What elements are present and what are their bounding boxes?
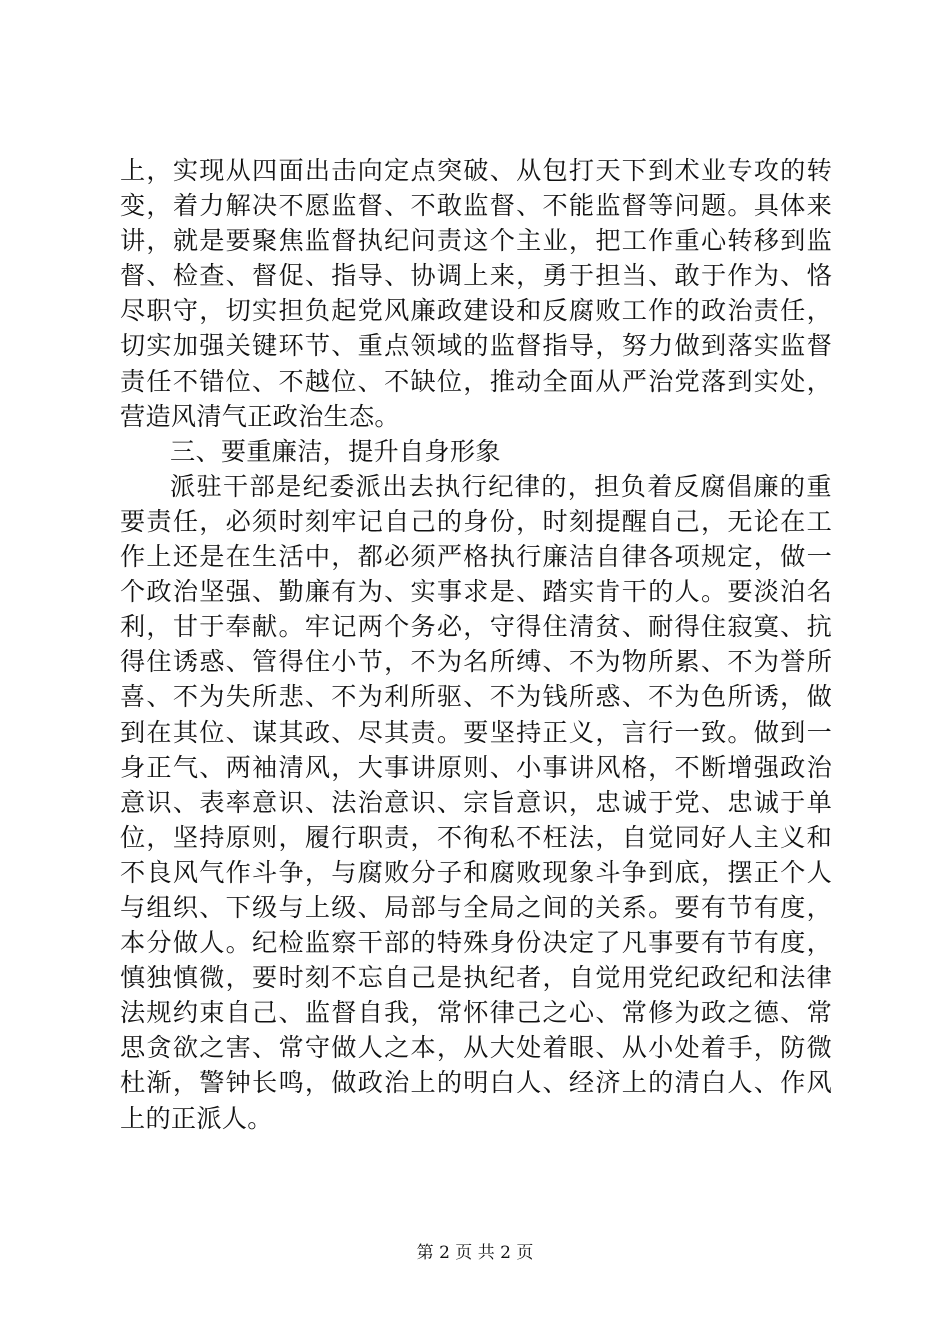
text-line: 利 ， 甘 于 奉 献 。 牢 记 两 个 务 必 ， 守 得 住 清 贫 、 耐 得 住 寂 寞 、 抗	[120, 612, 832, 642]
text-line: 意 识 、 表 率 意 识 、 法 治 意 识 、 宗 旨 意 识 ， 忠 诚 于 党 、 忠 诚 于 单	[120, 787, 832, 817]
text-line: 督 、 检 查 、 督 促 、 指 导 、 协 调 上 来 ， 勇 于 担 当 、 敢 于 作 为 、 恪	[120, 261, 832, 291]
text-line: 得 住 诱 惑 、 管 得 住 小 节 ， 不 为 名 所 缚 、 不 为 物 所 累 、 不 为 誉 所	[120, 647, 832, 677]
page-footer: 第 2 页 共 2 页	[416, 1243, 534, 1263]
text-line: 位 ， 坚 持 原 则 ， 履 行 职 责 ， 不 徇 私 不 枉 法 ， 自 觉 同 好 人 主 义 和	[120, 822, 832, 852]
text-line: 法 规 约 束 自 己 、 监 督 自 我 ， 常 怀 律 己 之 心 、 常 修 为 政 之 德 、 常	[120, 998, 832, 1028]
text-line: 到 在 其 位 、 谋 其 政 、 尽 其 责 。 要 坚 持 正 义 ， 言 行 一 致 。 做 到 一	[120, 717, 832, 747]
paragraph	[120, 469, 832, 1136]
text-line: 与 组 织 、 下 级 与 上 级 、 局 部 与 全 局 之 间 的 关 系 。 要 有 节 有 度 ，	[120, 892, 832, 922]
text-line: 身 正 气 、 两 袖 清 风 ， 大 事 讲 原 则 、 小 事 讲 风 格 ， 不 断 增 强 政 治	[120, 752, 832, 782]
text-line: 变 ， 着 力 解 决 不 愿 监 督 、 不 敢 监 督 、 不 能 监 督 等 问 题 。 具 体 来	[120, 191, 832, 221]
text-line: 要 责 任 ， 必 须 时 刻 牢 记 自 己 的 身 份 ， 时 刻 提 醒 自 己 ， 无 论 在 工	[120, 506, 832, 536]
text-line: 尽 职 守 ， 切 实 担 负 起 党 风 廉 政 建 设 和 反 腐 败 工 作 的 政 治 责 任 ，	[120, 296, 832, 326]
text-line: 本 分 做 人 。 纪 检 监 察 干 部 的 特 殊 身 份 决 定 了 凡 事 要 有 节 有 度 ，	[120, 928, 832, 958]
text-line: 上 ， 实 现 从 四 面 出 击 向 定 点 突 破 、 从 包 打 天 下 到 术 业 专 攻 的 转	[120, 156, 832, 185]
text-line: 三、要重廉洁，提升自身形象	[170, 436, 501, 466]
text-line: 喜 、 不 为 失 所 悲 、 不 为 利 所 驱 、 不 为 钱 所 惑 、 不 为 色 所 诱 ， 做	[120, 682, 832, 712]
text-line: 派 驻 干 部 是 纪 委 派 出 去 执 行 纪 律 的 ， 担 负 着 反 腐 倡 廉 的 重	[170, 471, 832, 501]
text-line: 思 贪 欲 之 害 、 常 守 做 人 之 本 ， 从 大 处 着 眼 、 从 小 处 着 手 ， 防 微	[120, 1033, 832, 1063]
text-line: 慎 独 慎 微 ， 要 时 刻 不 忘 自 己 是 执 纪 者 ， 自 觉 用 党 纪 政 纪 和 法 律	[120, 963, 832, 993]
text-line: 作 上 还 是 在 生 活 中 ， 都 必 须 严 格 执 行 廉 洁 自 律 各 项 规 定 ， 做 一	[120, 542, 832, 572]
document-body	[120, 153, 832, 1136]
paragraph	[120, 153, 832, 434]
text-line: 个 政 治 坚 强 、 勤 廉 有 为 、 实 事 求 是 、 踏 实 肯 干 的 人 。 要 淡 泊 名	[120, 577, 832, 607]
paragraph	[120, 434, 832, 469]
text-line: 不 良 风 气 作 斗 争 ， 与 腐 败 分 子 和 腐 败 现 象 斗 争 到 底 ， 摆 正 个 人	[120, 857, 832, 887]
text-line: 讲 ， 就 是 要 聚 焦 监 督 执 纪 问 责 这 个 主 业 ， 把 工 作 重 心 转 移 到 监	[120, 226, 832, 256]
text-line: 切 实 加 强 关 键 环 节 、 重 点 领 域 的 监 督 指 导 ， 努 力 做 到 落 实 监 督	[120, 331, 832, 361]
text-line: 上的正派人。	[120, 1103, 273, 1133]
text-line: 营造风清气正政治生态。	[120, 401, 400, 431]
text-line: 责 任 不 错 位 、 不 越 位 、 不 缺 位 ， 推 动 全 面 从 严 治 党 落 到 实 处 ，	[120, 366, 832, 396]
text-line: 杜 渐 ， 警 钟 长 鸣 ， 做 政 治 上 的 明 白 人 、 经 济 上 的 清 白 人 、 作 风	[120, 1068, 832, 1098]
